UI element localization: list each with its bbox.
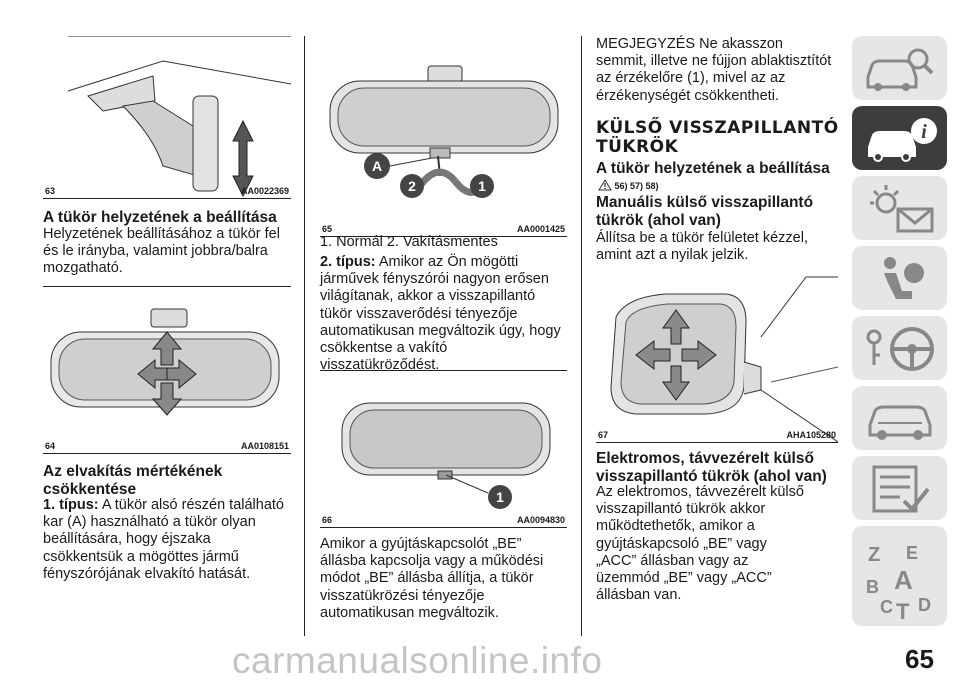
car-search-icon bbox=[860, 41, 940, 95]
tab-car-info[interactable] bbox=[852, 106, 947, 170]
figure-64 bbox=[43, 286, 291, 454]
figure-66 bbox=[320, 370, 567, 528]
warning-triangle-icon bbox=[598, 179, 612, 191]
figure-code: AA0094830 bbox=[516, 515, 565, 525]
figure-number: 64 bbox=[45, 441, 56, 451]
warning-refs bbox=[598, 179, 659, 191]
svg-text:!: ! bbox=[603, 182, 607, 191]
car-service-icon bbox=[860, 391, 940, 445]
tab-checklist[interactable] bbox=[852, 456, 947, 520]
figure-number: 63 bbox=[45, 186, 56, 196]
label-1: 1 bbox=[496, 489, 504, 505]
heading-outside-mirror-position: A tükör helyzetének a beállítása bbox=[596, 160, 830, 177]
car-info-icon bbox=[860, 111, 940, 165]
inner-mirror-mount-illustration bbox=[43, 36, 291, 198]
index-letter: T bbox=[896, 599, 910, 621]
alphabet-index-icon bbox=[860, 531, 940, 621]
mirror-dimming-lever-illustration bbox=[320, 36, 567, 236]
heading-mirror-position: A tükör helyzetének a beállítása bbox=[43, 209, 277, 226]
paragraph-electric-mirror: Az elektromos, távvezérelt külső visszapillantó tükrök akkor működtethetők, amikor a gyújtáskapcsoló „BE” vagy „ACC” állásban vagy az üzemmód „BE” vagy „ACC” állásban van. bbox=[596, 484, 804, 604]
figure-code: AA0022369 bbox=[240, 186, 289, 196]
figure-code: AA0108151 bbox=[240, 441, 289, 451]
tab-car-service[interactable] bbox=[852, 386, 947, 450]
figure-number: 67 bbox=[598, 430, 609, 440]
index-letter: B bbox=[866, 577, 879, 597]
caption-65: 1. Normál 2. Vakításmentes bbox=[320, 234, 498, 250]
paragraph-mirror-position: Helyzetének beállításához a tükör fel és le irányba, valamint jobbra/balra mozgatható. bbox=[43, 226, 280, 277]
label-a: A bbox=[371, 158, 383, 174]
heading-glare-reduction: Az elvakítás mértékének csökkentése bbox=[43, 463, 223, 498]
figure-code: AA0001425 bbox=[516, 224, 565, 234]
heading-electric-mirror: Elektromos, távvezérelt külső visszapillantó tükrök (ahol van) bbox=[596, 450, 827, 485]
svg-text:i: i bbox=[921, 121, 927, 143]
type1-text: A tükör alsó részén található kar (A) használható a tükör olyan beállítására, hogy éjszaka csökkentsük a mögöttes jármű fényszórójának elvakító hatását. bbox=[43, 497, 284, 582]
index-letter: D bbox=[918, 595, 931, 615]
steering-key-icon bbox=[860, 321, 940, 375]
tab-airbag[interactable] bbox=[852, 246, 947, 310]
paragraph-type2 bbox=[320, 254, 568, 374]
note-sensor: MEGJEGYZÉS Ne akasszon semmit, illetve ne fújjon ablaktisztítót az érzékelőre (1), mivel az az érzékenységét csökkentheti. bbox=[596, 36, 832, 104]
type2-text: Amikor az Ön mögötti járművek fényszórói nagyon erősen világítanak, akkor a visszapillantó tükör visszaverődési tényezője automatikusan megváltozik úgy, hogy csökkentse a vakító visszatükröződést. bbox=[320, 254, 561, 374]
outside-mirror-arrows-illustration bbox=[596, 272, 838, 442]
figure-code: AHA105280 bbox=[786, 430, 836, 440]
label-1: 1 bbox=[478, 178, 486, 194]
figure-67 bbox=[596, 272, 838, 443]
warning-refs-text: 56) 57) 58) bbox=[614, 181, 659, 191]
paragraph-manual-mirror: Állítsa be a tükör felületet kézzel, amint azt a nyilak jelzik. bbox=[596, 230, 808, 264]
section-title: KÜLSŐ VISSZAPILLANTÓ TÜKRÖK bbox=[596, 118, 839, 157]
type1-label: 1. típus: bbox=[43, 497, 99, 513]
tab-warning-lights[interactable] bbox=[852, 176, 947, 240]
column-divider bbox=[304, 36, 305, 636]
checklist-icon bbox=[860, 461, 940, 515]
airbag-person-icon bbox=[860, 251, 940, 305]
tab-car-search[interactable] bbox=[852, 36, 947, 100]
figure-number: 65 bbox=[322, 224, 333, 234]
index-letter: A bbox=[894, 565, 913, 595]
index-letter: C bbox=[880, 597, 893, 617]
auto-dimming-mirror-illustration bbox=[320, 371, 567, 527]
figure-65 bbox=[320, 36, 567, 237]
column-divider bbox=[581, 36, 582, 636]
warning-lights-icon bbox=[860, 181, 940, 235]
paragraph-auto-dimming: Amikor a gyújtáskapcsolót „BE” állásba kapcsolja vagy a működési módot „BE” állásba állítja, a tükör visszatükrözési tényezője automatikusan megváltozik. bbox=[320, 536, 544, 621]
figure-number: 66 bbox=[322, 515, 333, 525]
index-letter: Z bbox=[868, 544, 881, 566]
paragraph-type1 bbox=[43, 497, 291, 583]
mirror-arrows-illustration bbox=[43, 287, 291, 453]
tab-steering-key[interactable] bbox=[852, 316, 947, 380]
watermark: carmanualsonline.info bbox=[232, 640, 603, 681]
figure-63 bbox=[43, 36, 291, 199]
index-letter: E bbox=[906, 543, 919, 563]
heading-manual-mirror: Manuális külső visszapillantó tükrök (ahol van) bbox=[596, 194, 814, 229]
label-2: 2 bbox=[408, 178, 416, 194]
tab-alphabet-index[interactable] bbox=[852, 526, 947, 626]
type2-label: 2. típus: bbox=[320, 254, 376, 270]
page-number: 65 bbox=[905, 644, 934, 674]
